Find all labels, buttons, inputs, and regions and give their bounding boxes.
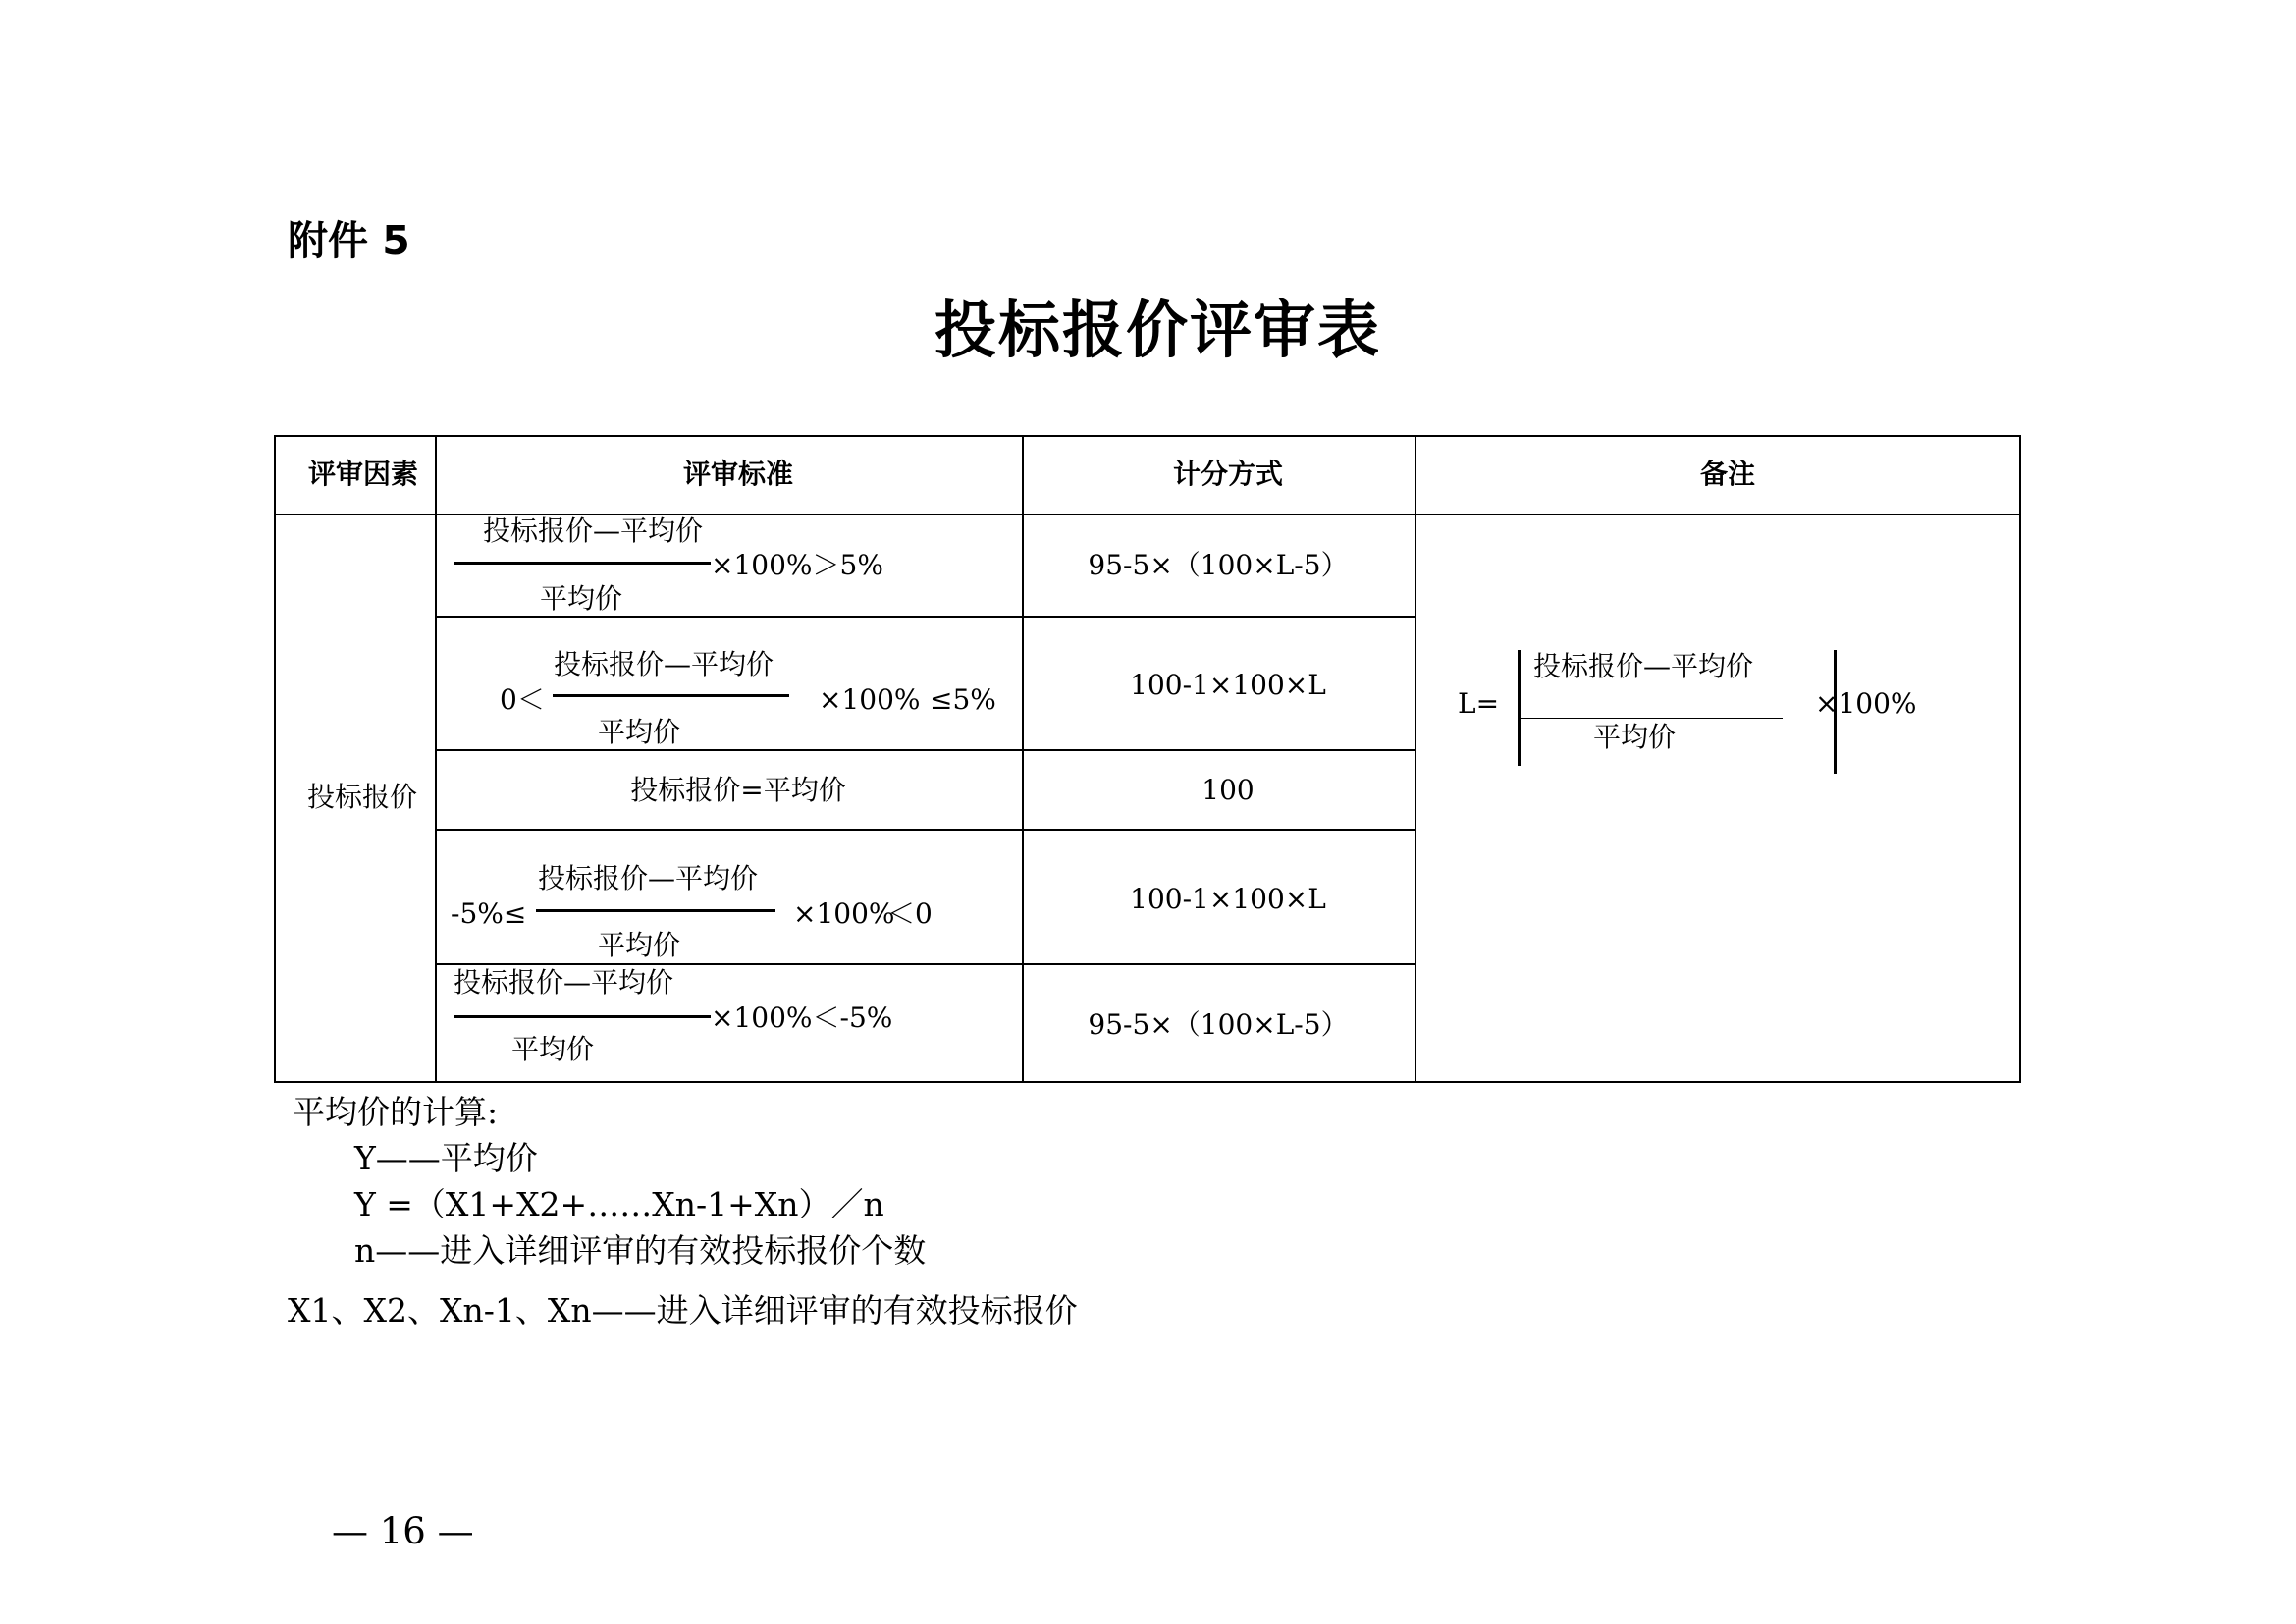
attachment-label: 附件 5 [288, 217, 410, 264]
header-evaluation-standard: 评审标准 [682, 458, 794, 490]
score-formula: 100-1×100×L [1130, 883, 1326, 915]
criterion-suffix: ×100%＞5% [711, 549, 883, 581]
score-formula: 100-1×100×L [1130, 669, 1326, 701]
criterion-suffix: ×100%＜-5% [711, 1001, 893, 1034]
criterion-numerator: 投标报价—平均价 [538, 862, 759, 894]
note-line: Y =（X1+X2+……Xn-1+Xn）／n [354, 1185, 884, 1223]
criterion-denominator: 平均价 [598, 716, 681, 748]
score-formula: 95-5×（100×L-5） [1088, 549, 1349, 581]
remark-numerator: 投标报价—平均价 [1533, 650, 1754, 682]
criterion-suffix: ×100% [793, 897, 895, 930]
criterion-prefix: -5%≤ [451, 897, 527, 930]
criterion-denominator: 平均价 [540, 582, 623, 615]
header-scoring-method: 计分方式 [1172, 458, 1284, 490]
score-formula: 100 [1201, 774, 1255, 806]
score-formula: 95-5×（100×L-5） [1088, 1008, 1349, 1041]
remark-lhs: L= [1458, 687, 1500, 720]
criterion-numerator: 投标报价—平均价 [483, 514, 704, 547]
note-line: X1、X2、Xn-1、Xn——进入详细评审的有效投标报价 [288, 1291, 1078, 1329]
factor-bid-price: 投标报价 [307, 781, 418, 813]
criterion-equal: 投标报价=平均价 [630, 774, 846, 806]
header-evaluation-factor: 评审因素 [307, 458, 419, 490]
remark-multiplier: ×100% [1815, 687, 1917, 720]
criterion-prefix: 0＜ [500, 683, 545, 716]
note-line: n——进入详细评审的有效投标报价个数 [354, 1231, 927, 1270]
remark-denominator: 平均价 [1593, 721, 1677, 753]
header-remarks: 备注 [1699, 458, 1756, 490]
criterion-denominator: 平均价 [511, 1033, 595, 1065]
page-number: — 16 — [332, 1510, 474, 1552]
note-line: Y——平均价 [354, 1139, 538, 1177]
criterion-denominator: 平均价 [598, 929, 681, 961]
criterion-numerator: 投标报价—平均价 [454, 966, 674, 999]
criterion-limit: ＜0 [887, 897, 933, 930]
criterion-suffix: ×100% [819, 683, 921, 716]
criterion-limit: ≤5% [930, 683, 996, 716]
notes-heading: 平均价的计算: [293, 1093, 499, 1131]
document-title: 投标报价评审表 [934, 295, 1381, 366]
criterion-numerator: 投标报价—平均价 [554, 648, 774, 680]
